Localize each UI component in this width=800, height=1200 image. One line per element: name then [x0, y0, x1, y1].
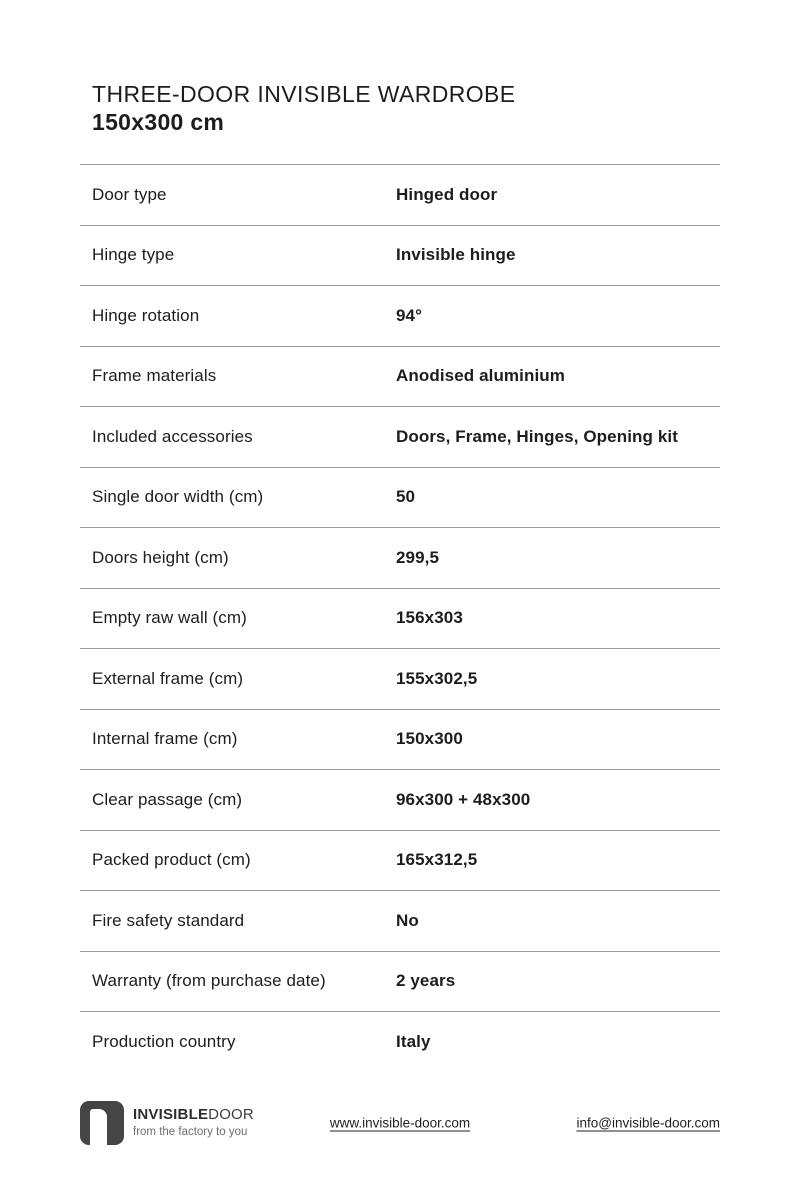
spec-label: Single door width (cm)	[92, 487, 264, 507]
table-row	[80, 527, 720, 588]
spec-label: Door type	[92, 184, 167, 204]
spec-label: Doors height (cm)	[92, 547, 229, 567]
table-row	[80, 1011, 720, 1072]
spec-value: 94°	[396, 305, 423, 325]
spec-value: Anodised aluminium	[396, 366, 565, 386]
spec-label: External frame (cm)	[92, 668, 244, 688]
spec-value: Doors, Frame, Hinges, Opening kit	[396, 426, 678, 446]
table-row	[80, 285, 720, 346]
table-row	[80, 890, 720, 951]
spec-value: Italy	[396, 1031, 431, 1051]
spec-label: Warranty (from purchase date)	[92, 971, 326, 991]
brand-name	[133, 1107, 254, 1123]
brand-tagline: from the factory to you	[133, 1126, 248, 1138]
spec-label: Empty raw wall (cm)	[92, 608, 247, 628]
product-size: 150x300 cm	[92, 109, 225, 135]
table-row	[80, 648, 720, 709]
table-row	[80, 588, 720, 649]
table-row	[80, 225, 720, 286]
spec-value: 165x312,5	[396, 850, 478, 870]
spec-label: Packed product (cm)	[92, 850, 251, 870]
table-row	[80, 346, 720, 407]
website-link[interactable]: www.invisible-door.com	[329, 1115, 471, 1130]
brand-name-light: DOOR	[208, 1106, 254, 1123]
spec-value: Invisible hinge	[396, 245, 516, 265]
spec-label: Clear passage (cm)	[92, 789, 243, 809]
spec-value: 150x300	[396, 729, 463, 749]
table-row	[80, 769, 720, 830]
table-row	[80, 709, 720, 770]
spec-value: Hinged door	[396, 184, 498, 204]
content-area	[0, 80, 800, 1146]
table-row	[80, 164, 720, 225]
logo-text	[133, 1107, 254, 1138]
table-row	[80, 467, 720, 528]
spec-value: 155x302,5	[396, 668, 478, 688]
spec-label: Frame materials	[92, 366, 217, 386]
spec-value: 2 years	[396, 971, 456, 991]
spec-value: 96x300 + 48x300	[396, 789, 531, 809]
spec-label: Fire safety standard	[92, 910, 245, 930]
spec-label: Hinge type	[92, 245, 175, 265]
table-row	[80, 951, 720, 1012]
table-row	[80, 830, 720, 891]
door-icon	[80, 1101, 124, 1145]
table-row	[80, 406, 720, 467]
door-cutout-shape	[90, 1109, 107, 1145]
spec-value: 156x303	[396, 608, 463, 628]
page-title	[92, 80, 720, 137]
spec-label: Internal frame (cm)	[92, 729, 238, 749]
spec-label: Hinge rotation	[92, 305, 200, 325]
spec-value: 299,5	[396, 547, 440, 567]
spec-label: Production country	[92, 1031, 236, 1051]
spec-value: 50	[396, 487, 416, 507]
invisible-door-logo	[80, 1101, 254, 1145]
brand-name-bold: INVISIBLE	[133, 1106, 209, 1123]
spec-value: No	[396, 910, 419, 930]
product-name: THREE-DOOR INVISIBLE WARDROBE	[92, 81, 516, 107]
spec-table	[80, 164, 720, 1072]
spec-label: Included accessories	[92, 426, 253, 446]
email-link[interactable]: info@invisible-door.com	[576, 1115, 720, 1130]
footer	[80, 1100, 720, 1146]
